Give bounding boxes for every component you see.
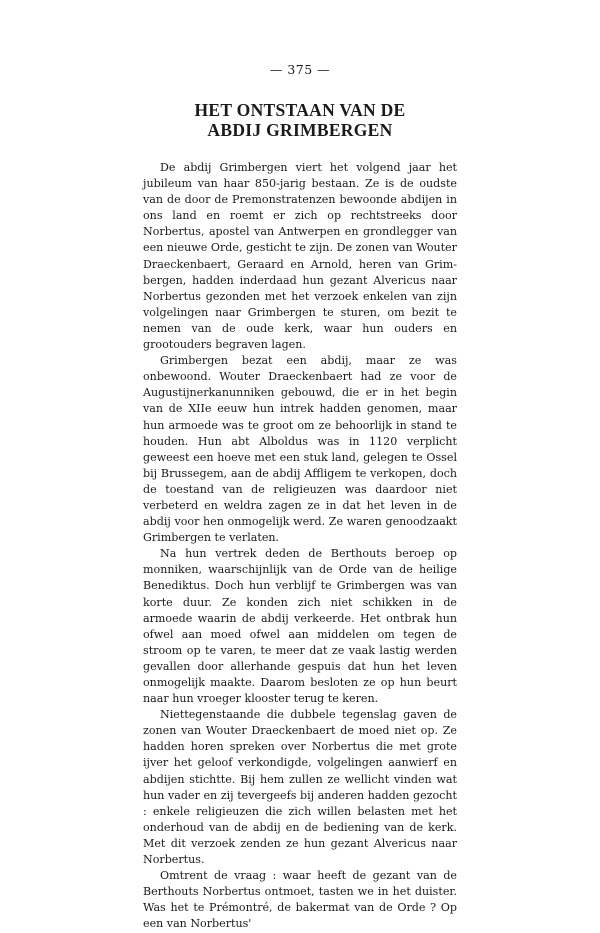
paragraph: Na hun vertrek deden de Berthouts beroep op monniken, waarschijnlijk van de Orde van de heilige Benediktus. Doch hun verblijf te Grimbergen was van korte duur. Ze konden zich niet schikken in de armoede waarin de abdij verkeerde. Het ontbrak hun ofwel aan moed ofwel aan middelen om tegen de stroom op te varen, te meer dat ze vaak lastig werden gevallen door allerhande gespuis dat hun het leven onmogelijk maakte. Daarom besloten ze op hun beurt naar hun vroeger klooster terug te keren.: [143, 547, 457, 706]
paragraph: Omtrent de vraag : waar heeft de gezant van de Berthouts Norbertus ontmoet, tasten we in het duister. Was het te Prémontré, de bakermat van de Orde ? Op een van Norbertus': [143, 869, 457, 931]
chapter-title: [0, 100, 600, 140]
body-text: [143, 160, 457, 933]
paragraph: De abdij Grimbergen viert het volgend jaar het jubileum van haar 850-jarig bestaan. Ze is de oudste van de door de Premonstratenzen bewoonde abdijen in ons land en roemt er zich op rechtstreeks door Norbertus, apostel van Antwerpen en grondlegger van een nieuwe Orde, gesticht te zijn. De zonen van Wouter Draeckenbaert, Geraard en Arnold, heren van Grimbergen, hadden inderdaad hun gezant Alvericus naar Norbertus gezonden met het verzoek enkelen van zijn volgelingen naar Grimbergen te sturen, om bezit te nemen van de oude kerk, waar hun ouders en grootouders begraven lagen.: [143, 161, 457, 352]
paragraph: Grimbergen bezat een abdij, maar ze was onbewoond. Wouter Draeckenbaert had ze voor de Augustijnerkanunniken gebouwd, die er in het begin van de XIIe eeuw hun intrek hadden genomen, maar hun armoede was te groot om ze behoorlijk in stand te houden. Hun abt Alboldus was in 1120 verplicht geweest een hoeve met een stuk land, gelegen te Ossel bij Brussegem, aan de abdij Affligem te verkopen, doch de toestand van de religieuzen was daardoor niet verbeterd en weldra zagen ze in dat het leven in de abdij voor hen onmogelijk werd. Ze waren genoodzaakt Grimbergen te verlaten.: [143, 354, 457, 545]
page-number: — 375 —: [269, 62, 331, 77]
chapter-title-line-2: ABDIJ GRIMBERGEN: [207, 120, 393, 140]
chapter-title-line-1: HET ONTSTAAN VAN DE: [194, 100, 406, 120]
paragraph: Niettegenstaande die dubbele tegenslag gaven de zonen van Wouter Draeckenbaert de moed niet op. Ze hadden horen spreken over Norbertus die met grote ijver het geloof verkondigde, volgelingen aanwierf en abdijen stichtte. Bij hem zullen ze wellicht vinden wat hun vader en zij tevergeefs bij anderen hadden gezocht : enkele religieuzen die zich willen belasten met het onderhoud van de abdij en de bediening van de kerk. Met dit verzoek zenden ze hun gezant Alvericus naar Norbertus.: [143, 708, 457, 867]
